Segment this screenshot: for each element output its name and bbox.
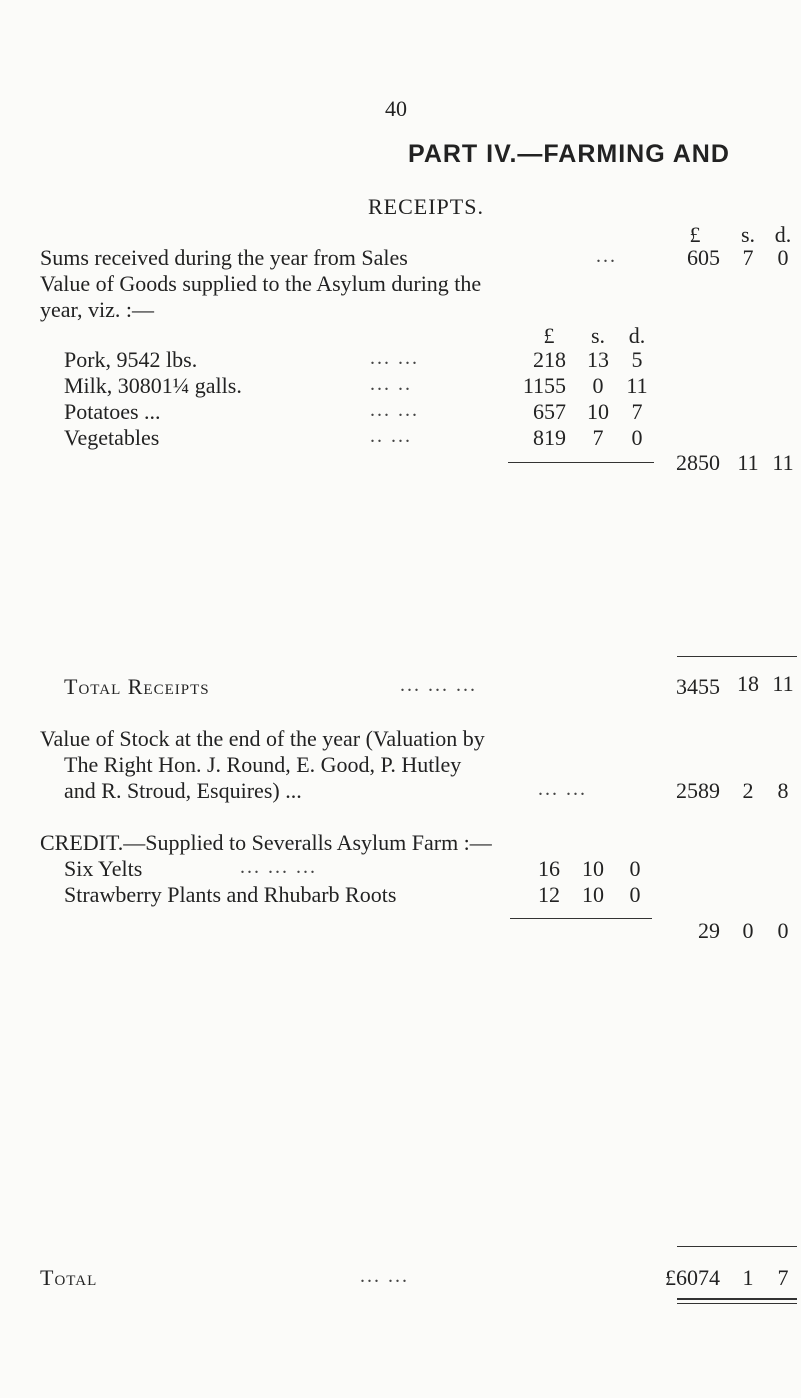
grand-total-shillings: 1: [742, 1265, 754, 1290]
stock-line2: The Right Hon. J. Round, E. Good, P. Hutley: [64, 752, 462, 777]
goods-item-label: Pork, 9542 lbs.: [64, 347, 198, 372]
goods-total-shillings: 11: [737, 450, 759, 475]
sales-pounds: 605: [687, 245, 720, 270]
goods-item-pence: 7: [631, 399, 643, 424]
sales-dots: ...: [596, 245, 617, 267]
stock-dots: ... ...: [538, 778, 587, 800]
credit-subtotal-rule: [510, 918, 652, 919]
total-receipts-dots: ... ... ...: [400, 674, 477, 696]
sales-shillings: 7: [742, 245, 754, 270]
goods-item-dots: ... ...: [370, 399, 419, 421]
grand-total-label: Total: [40, 1265, 98, 1290]
goods-item-pence: 11: [626, 373, 648, 398]
goods-total-pounds: 2850: [676, 450, 720, 475]
stock-line3: and R. Stroud, Esquires) ...: [64, 778, 302, 803]
credit-item-pounds: 12: [538, 882, 560, 907]
goods-subtotal-rule: [508, 462, 654, 463]
total-receipts-pence: 11: [772, 671, 794, 696]
shillings-header: s.: [740, 222, 756, 247]
goods-item-shillings: 13: [587, 347, 609, 372]
grand-total-double-rule-2: [677, 1303, 797, 1304]
goods-item-dots: ... ...: [370, 347, 419, 369]
total-receipts-pounds: 3455: [676, 674, 720, 699]
inner-pence-header: d.: [628, 323, 646, 348]
goods-item-pounds: 1155: [522, 373, 566, 398]
goods-item-pounds: 218: [533, 347, 566, 372]
inner-pounds-header: £: [543, 323, 555, 348]
credit-item-pence: 0: [629, 856, 641, 881]
pounds-header: £: [689, 222, 701, 247]
goods-item-dots: ... ..: [370, 373, 412, 395]
credit-item-label: Six Yelts: [64, 856, 143, 881]
grand-total-top-rule: [677, 1246, 797, 1247]
total-receipts-shillings: 18: [737, 671, 759, 696]
page-number: 40: [385, 96, 407, 121]
credit-item-pence: 0: [629, 882, 641, 907]
goods-item-shillings: 10: [587, 399, 609, 424]
goods-item-pence: 0: [631, 425, 643, 450]
goods-total-pence: 11: [772, 450, 794, 475]
goods-item-dots: .. ...: [370, 425, 412, 447]
credit-total-shillings: 0: [742, 918, 754, 943]
credit-intro: CREDIT.—Supplied to Severalls Asylum Farm :—: [40, 830, 492, 855]
credit-item-label: Strawberry Plants and Rhubarb Roots: [64, 882, 397, 907]
goods-item-pounds: 819: [533, 425, 566, 450]
goods-intro-line1: Value of Goods supplied to the Asylum during the: [40, 271, 482, 296]
stock-shillings: 2: [742, 778, 754, 803]
inner-shillings-header: s.: [590, 323, 606, 348]
section-title: RECEIPTS.: [368, 194, 484, 219]
grand-total-dots: ... ...: [360, 1265, 409, 1287]
credit-item-dots: ... ... ...: [240, 856, 317, 878]
goods-item-pounds: 657: [533, 399, 566, 424]
credit-item-shillings: 10: [582, 856, 604, 881]
credit-item-shillings: 10: [582, 882, 604, 907]
grand-total-pounds: £6074: [665, 1265, 720, 1290]
total-receipts-label: Total Receipts: [64, 674, 210, 699]
stock-pounds: 2589: [676, 778, 720, 803]
goods-item-shillings: 0: [592, 373, 604, 398]
stock-line1: Value of Stock at the end of the year (Valuation by: [40, 726, 485, 751]
grand-total-pence: 7: [777, 1265, 789, 1290]
goods-item-label: Potatoes ...: [64, 399, 161, 424]
stock-pence: 8: [777, 778, 789, 803]
credit-item-pounds: 16: [538, 856, 560, 881]
credit-total-pence: 0: [777, 918, 789, 943]
grand-total-double-rule-1: [677, 1298, 797, 1300]
receipts-rule: [677, 656, 797, 657]
credit-total-pounds: 29: [698, 918, 720, 943]
goods-item-shillings: 7: [592, 425, 604, 450]
sales-pence: 0: [777, 245, 789, 270]
goods-item-label: Milk, 30801¼ galls.: [64, 373, 242, 398]
goods-intro-line2: year, viz. :—: [40, 297, 154, 322]
goods-item-label: Vegetables: [64, 425, 160, 450]
pence-header: d.: [774, 222, 792, 247]
sales-label: Sums received during the year from Sales: [40, 245, 408, 270]
goods-item-pence: 5: [631, 347, 643, 372]
part-heading: PART IV.—FARMING AND: [408, 140, 730, 168]
